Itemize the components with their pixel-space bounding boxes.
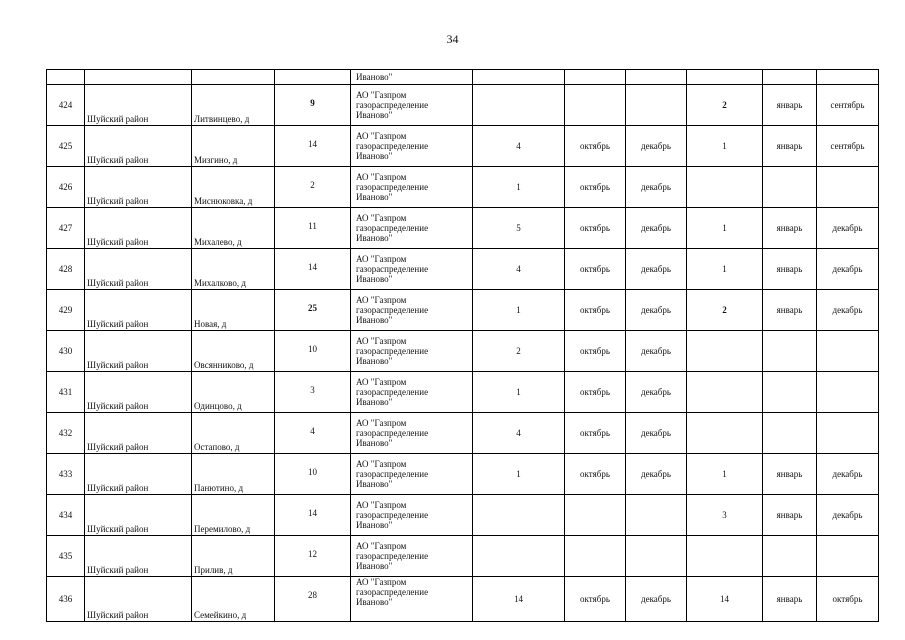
second-count	[687, 536, 763, 577]
org-line: АО "Газпром	[356, 577, 407, 587]
house-count: 10	[275, 331, 351, 372]
end-month: декабрь	[626, 249, 687, 290]
planned-count	[473, 536, 565, 577]
org-line: Иваново"	[356, 233, 393, 243]
house-count: 10	[275, 454, 351, 495]
locality: Миснюковка, д	[192, 167, 275, 208]
table-row	[47, 167, 879, 208]
org-line: газораспределение	[356, 346, 429, 356]
planned-count: 14	[473, 577, 565, 622]
planned-count: 4	[473, 126, 565, 167]
start-month: октябрь	[565, 331, 626, 372]
org-line: Иваново"	[356, 356, 393, 366]
org-line: Иваново"	[356, 151, 393, 161]
second-start-month: январь	[763, 85, 817, 126]
continuation-row	[47, 70, 879, 85]
planned-count: 1	[473, 372, 565, 413]
locality: Панютино, д	[192, 454, 275, 495]
house-count: 11	[275, 208, 351, 249]
end-month: декабрь	[626, 167, 687, 208]
second-count: 1	[687, 249, 763, 290]
second-count: 2	[687, 85, 763, 126]
start-month: октябрь	[565, 290, 626, 331]
gasification-schedule-table	[46, 69, 879, 622]
second-start-month	[763, 167, 817, 208]
locality: Семейкино, д	[192, 577, 275, 622]
planned-count	[473, 85, 565, 126]
row-number: 424	[47, 85, 85, 126]
district: Шуйский район	[85, 331, 192, 372]
row-number: 428	[47, 249, 85, 290]
organization	[351, 167, 473, 208]
second-start-month	[763, 331, 817, 372]
org-line: газораспределение	[356, 182, 429, 192]
district: Шуйский район	[85, 290, 192, 331]
org-line: АО "Газпром	[356, 541, 407, 551]
start-month: октябрь	[565, 577, 626, 622]
org-line: Иваново"	[356, 274, 393, 284]
second-start-month	[763, 536, 817, 577]
org-line: АО "Газпром	[356, 500, 407, 510]
district: Шуйский район	[85, 454, 192, 495]
start-month: октябрь	[565, 208, 626, 249]
house-count: 9	[275, 85, 351, 126]
org-line: АО "Газпром	[356, 131, 407, 141]
table-row	[47, 454, 879, 495]
house-count: 28	[275, 577, 351, 622]
planned-count: 4	[473, 249, 565, 290]
org-cell	[351, 70, 473, 85]
cell	[275, 70, 351, 85]
organization	[351, 126, 473, 167]
locality: Прилив, д	[192, 536, 275, 577]
second-count	[687, 372, 763, 413]
second-end-month: декабрь	[817, 495, 879, 536]
start-month: октябрь	[565, 249, 626, 290]
org-line: газораспределение	[356, 223, 429, 233]
org-line: Иваново"	[356, 397, 393, 407]
cell	[473, 70, 565, 85]
second-start-month: январь	[763, 126, 817, 167]
org-line: Иваново"	[356, 72, 393, 82]
second-end-month: декабрь	[817, 454, 879, 495]
locality: Михалково, д	[192, 249, 275, 290]
org-line: газораспределение	[356, 510, 429, 520]
house-count: 2	[275, 167, 351, 208]
organization	[351, 85, 473, 126]
district: Шуйский район	[85, 495, 192, 536]
row-number: 430	[47, 331, 85, 372]
org-line: газораспределение	[356, 551, 429, 561]
org-line: АО "Газпром	[356, 172, 407, 182]
organization	[351, 577, 473, 622]
start-month	[565, 536, 626, 577]
org-line: Иваново"	[356, 597, 393, 607]
planned-count: 2	[473, 331, 565, 372]
district: Шуйский район	[85, 249, 192, 290]
table-row	[47, 290, 879, 331]
second-start-month: январь	[763, 208, 817, 249]
org-line: Иваново"	[356, 479, 393, 489]
row-number: 432	[47, 413, 85, 454]
organization	[351, 372, 473, 413]
end-month: декабрь	[626, 372, 687, 413]
planned-count: 1	[473, 290, 565, 331]
locality: Михалево, д	[192, 208, 275, 249]
house-count: 14	[275, 126, 351, 167]
planned-count: 1	[473, 167, 565, 208]
row-number: 427	[47, 208, 85, 249]
second-end-month	[817, 536, 879, 577]
house-count: 3	[275, 372, 351, 413]
end-month: декабрь	[626, 454, 687, 495]
end-month: декабрь	[626, 577, 687, 622]
start-month: октябрь	[565, 454, 626, 495]
district: Шуйский район	[85, 577, 192, 622]
table-row	[47, 331, 879, 372]
second-end-month: декабрь	[817, 208, 879, 249]
house-count: 4	[275, 413, 351, 454]
org-line: АО "Газпром	[356, 459, 407, 469]
org-line: газораспределение	[356, 264, 429, 274]
org-line: Иваново"	[356, 520, 393, 530]
second-start-month	[763, 413, 817, 454]
planned-count: 1	[473, 454, 565, 495]
end-month	[626, 85, 687, 126]
org-line: АО "Газпром	[356, 336, 407, 346]
second-count: 14	[687, 577, 763, 622]
org-line: газораспределение	[356, 100, 429, 110]
start-month: октябрь	[565, 126, 626, 167]
district: Шуйский район	[85, 126, 192, 167]
second-count	[687, 331, 763, 372]
second-start-month	[763, 372, 817, 413]
cell	[85, 70, 192, 85]
second-count: 1	[687, 126, 763, 167]
planned-count: 4	[473, 413, 565, 454]
locality: Новая, д	[192, 290, 275, 331]
start-month: октябрь	[565, 372, 626, 413]
second-start-month: январь	[763, 249, 817, 290]
org-line: Иваново"	[356, 315, 393, 325]
org-line: газораспределение	[356, 428, 429, 438]
table-row	[47, 85, 879, 126]
table-row	[47, 536, 879, 577]
second-start-month: январь	[763, 290, 817, 331]
second-end-month: сентябрь	[817, 126, 879, 167]
org-line: АО "Газпром	[356, 377, 407, 387]
start-month	[565, 495, 626, 536]
district: Шуйский район	[85, 85, 192, 126]
locality: Одинцово, д	[192, 372, 275, 413]
org-line: газораспределение	[356, 587, 429, 597]
district: Шуйский район	[85, 372, 192, 413]
locality: Литвинцево, д	[192, 85, 275, 126]
cell	[565, 70, 626, 85]
house-count: 25	[275, 290, 351, 331]
district: Шуйский район	[85, 167, 192, 208]
org-line: газораспределение	[356, 387, 429, 397]
second-count: 2	[687, 290, 763, 331]
organization	[351, 495, 473, 536]
second-end-month: декабрь	[817, 249, 879, 290]
locality: Перемилово, д	[192, 495, 275, 536]
second-count: 3	[687, 495, 763, 536]
org-line: АО "Газпром	[356, 213, 407, 223]
organization	[351, 331, 473, 372]
table-row	[47, 413, 879, 454]
table-row	[47, 372, 879, 413]
row-number: 435	[47, 536, 85, 577]
second-count: 1	[687, 208, 763, 249]
locality: Мизгино, д	[192, 126, 275, 167]
org-line: Иваново"	[356, 438, 393, 448]
table-row	[47, 249, 879, 290]
row-number: 434	[47, 495, 85, 536]
second-end-month	[817, 167, 879, 208]
start-month	[565, 85, 626, 126]
organization	[351, 208, 473, 249]
second-end-month	[817, 331, 879, 372]
locality: Остапово, д	[192, 413, 275, 454]
row-number: 425	[47, 126, 85, 167]
org-line: АО "Газпром	[356, 90, 407, 100]
table-row	[47, 126, 879, 167]
start-month: октябрь	[565, 413, 626, 454]
second-end-month: октябрь	[817, 577, 879, 622]
cell	[47, 70, 85, 85]
second-count: 1	[687, 454, 763, 495]
end-month: декабрь	[626, 126, 687, 167]
org-line: газораспределение	[356, 305, 429, 315]
org-line: АО "Газпром	[356, 254, 407, 264]
org-line: Иваново"	[356, 561, 393, 571]
house-count: 14	[275, 249, 351, 290]
house-count: 12	[275, 536, 351, 577]
end-month	[626, 536, 687, 577]
second-start-month: январь	[763, 495, 817, 536]
second-start-month: январь	[763, 454, 817, 495]
cell	[192, 70, 275, 85]
organization	[351, 454, 473, 495]
org-line: газораспределение	[356, 141, 429, 151]
row-number: 433	[47, 454, 85, 495]
locality: Овсянниково, д	[192, 331, 275, 372]
district: Шуйский район	[85, 413, 192, 454]
org-line: газораспределение	[356, 469, 429, 479]
row-number: 436	[47, 577, 85, 622]
organization	[351, 290, 473, 331]
end-month: декабрь	[626, 290, 687, 331]
end-month: декабрь	[626, 331, 687, 372]
org-line: Иваново"	[356, 192, 393, 202]
table-row	[47, 577, 879, 622]
planned-count	[473, 495, 565, 536]
organization	[351, 249, 473, 290]
org-line: АО "Газпром	[356, 418, 407, 428]
second-count	[687, 167, 763, 208]
row-number: 431	[47, 372, 85, 413]
end-month: декабрь	[626, 413, 687, 454]
page-number: 34	[446, 32, 459, 46]
house-count: 14	[275, 495, 351, 536]
end-month	[626, 495, 687, 536]
district: Шуйский район	[85, 208, 192, 249]
row-number: 429	[47, 290, 85, 331]
cell	[687, 70, 763, 85]
table-row	[47, 208, 879, 249]
organization	[351, 536, 473, 577]
cell	[763, 70, 817, 85]
second-start-month: январь	[763, 577, 817, 622]
organization	[351, 413, 473, 454]
org-line: АО "Газпром	[356, 295, 407, 305]
cell	[626, 70, 687, 85]
second-end-month	[817, 372, 879, 413]
second-end-month	[817, 413, 879, 454]
end-month: декабрь	[626, 208, 687, 249]
district: Шуйский район	[85, 536, 192, 577]
cell	[817, 70, 879, 85]
table-row	[47, 495, 879, 536]
start-month: октябрь	[565, 167, 626, 208]
planned-count: 5	[473, 208, 565, 249]
row-number: 426	[47, 167, 85, 208]
second-count	[687, 413, 763, 454]
second-end-month: декабрь	[817, 290, 879, 331]
org-line: Иваново"	[356, 110, 393, 120]
second-end-month: сентябрь	[817, 85, 879, 126]
